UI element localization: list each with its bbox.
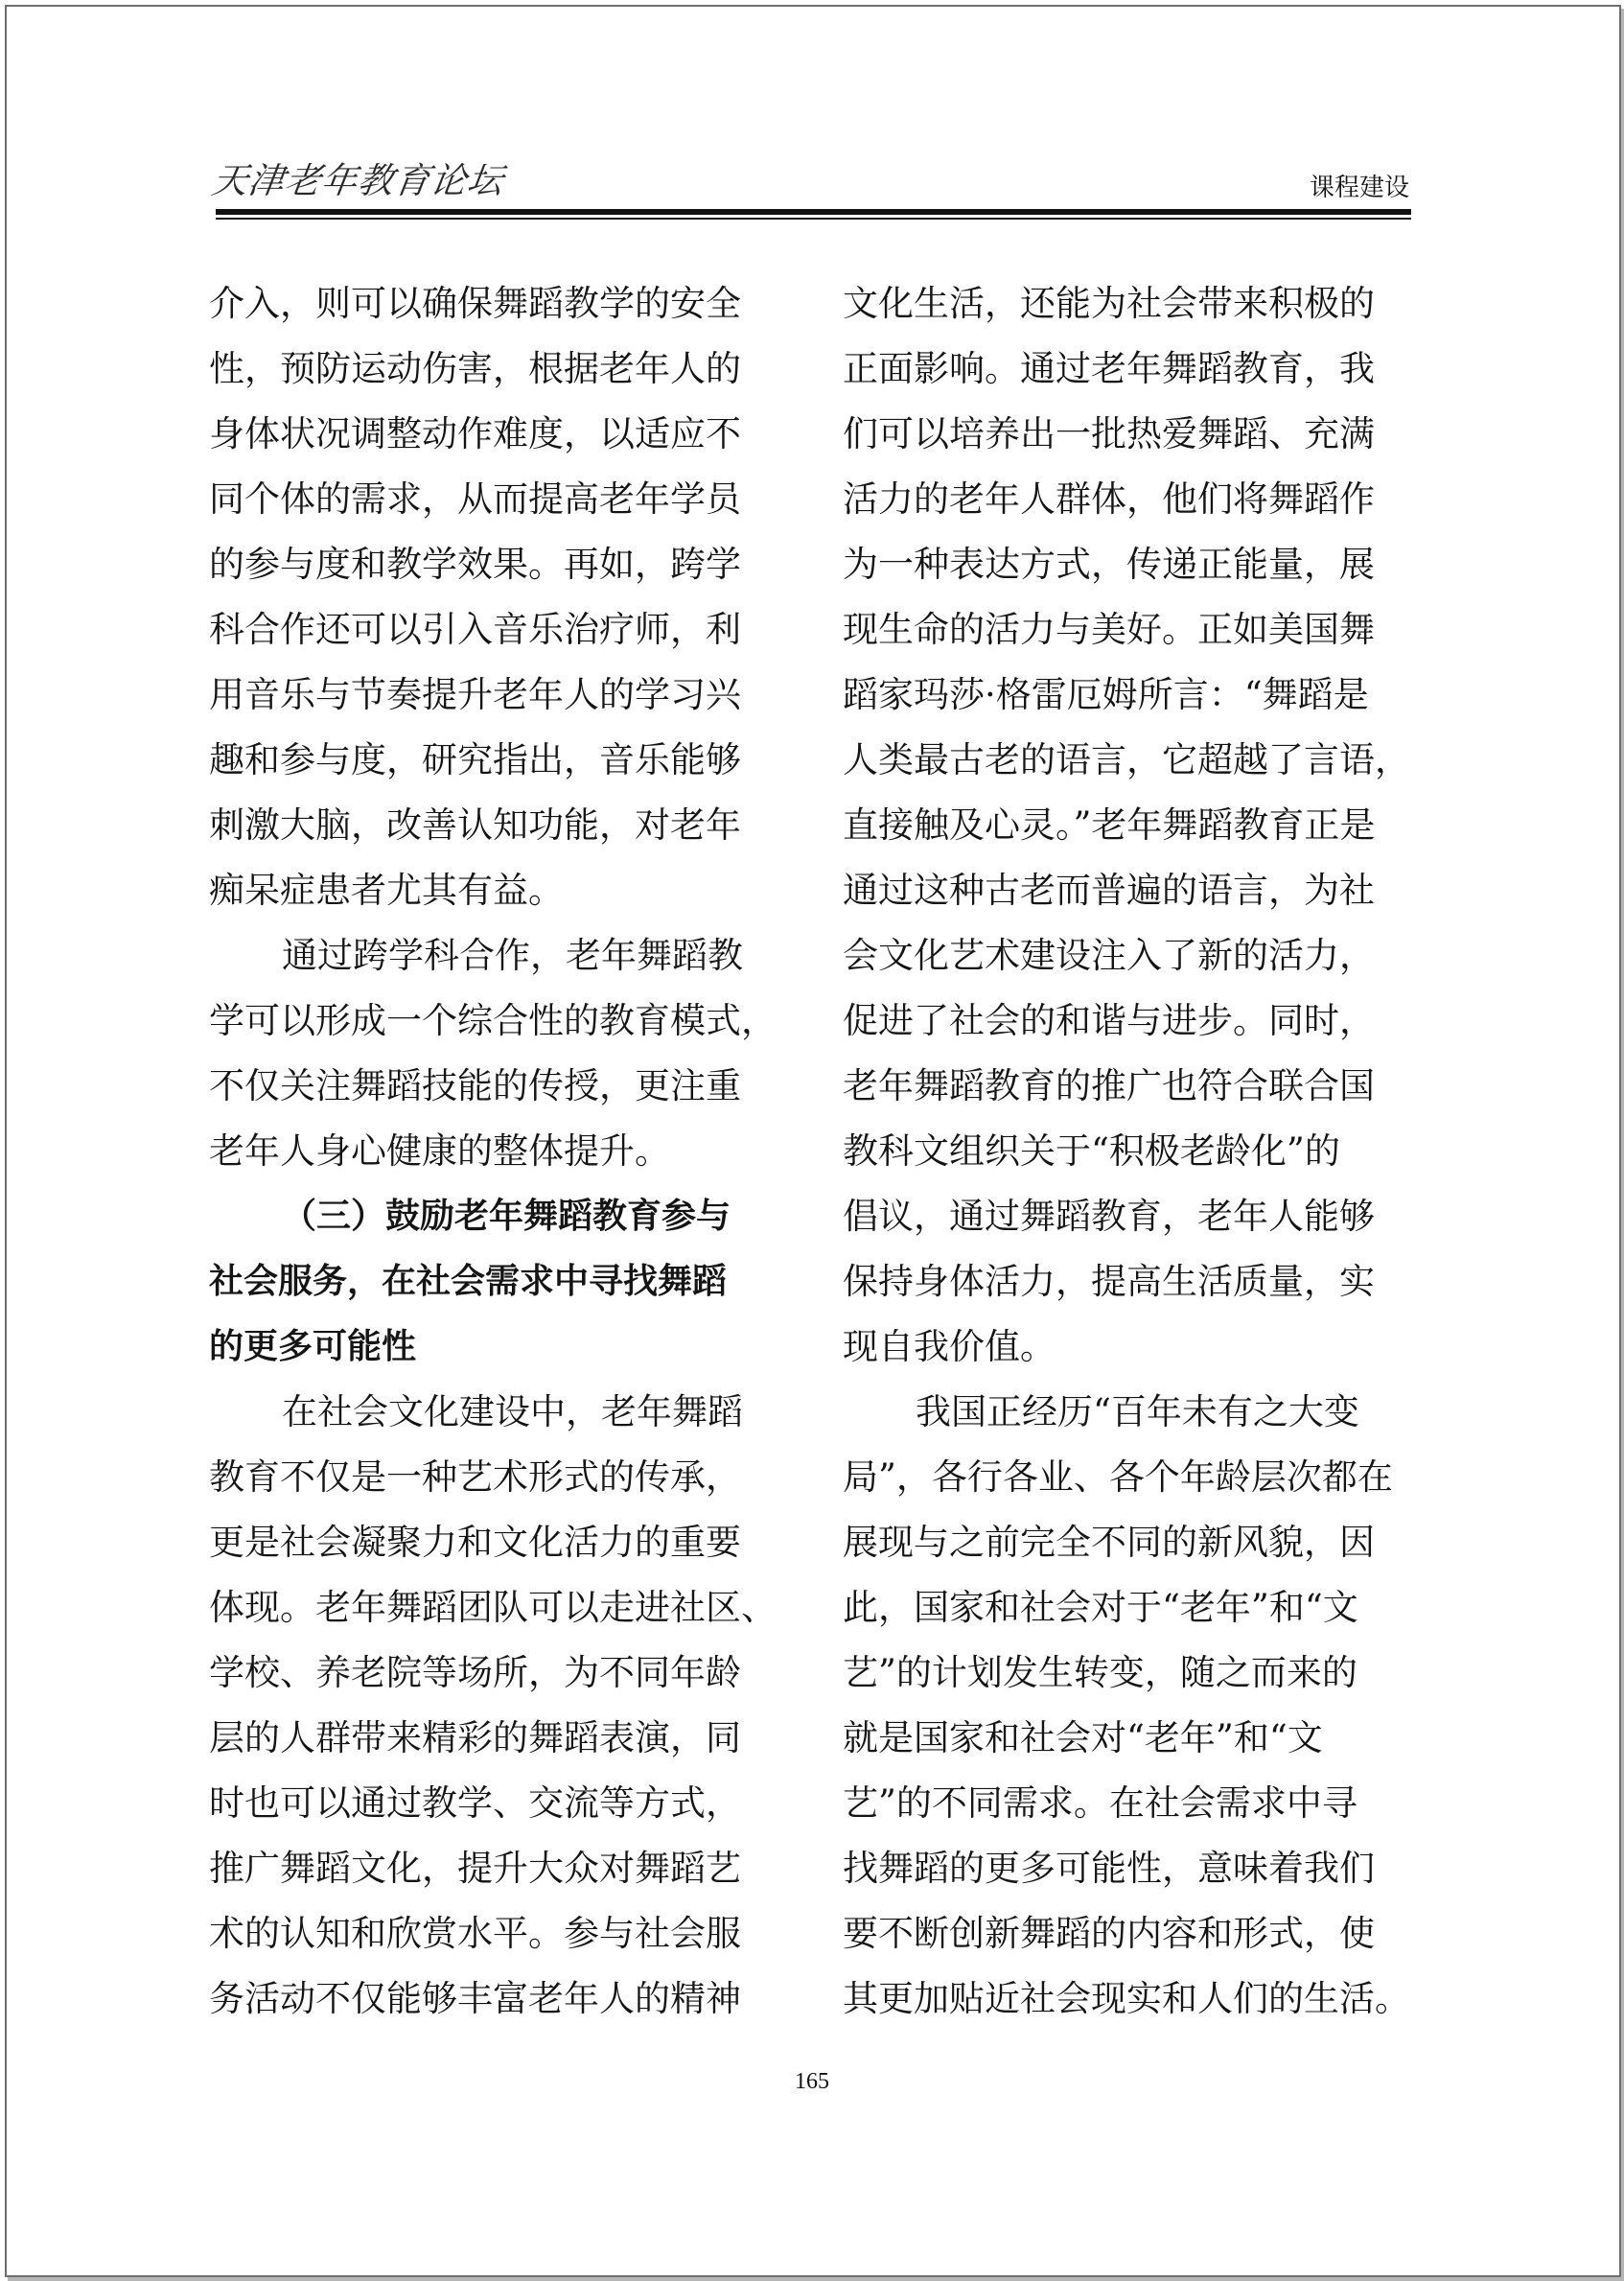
paragraph-first-line: 在社会文化建设中，老年舞蹈 [282, 1391, 743, 1432]
page-number: 165 [795, 2069, 829, 2094]
section-heading-line: 社会服务，在社会需求中寻找舞蹈 [209, 1262, 728, 1301]
text-line: 教科文组织关于“积极老龄化”的 [843, 1130, 1340, 1172]
text-line: 蹈家玛莎·格雷厄姆所言：“舞蹈是 [843, 674, 1369, 715]
text-line: 现自我价值。 [843, 1326, 1056, 1367]
text-line: 要不断创新舞蹈的内容和形式，使 [843, 1913, 1375, 1954]
text-line: 为一种表达方式，传递正能量，展 [843, 544, 1375, 585]
section-heading-line: 的更多可能性 [209, 1327, 417, 1366]
text-line: 体现。老年舞蹈团队可以走进社区、 [209, 1587, 777, 1628]
text-line: 老年人身心健康的整体提升。 [209, 1130, 670, 1172]
text-line: 学可以形成一个综合性的教育模式， [209, 1000, 777, 1041]
text-line: 促进了社会的和谐与进步。同时， [843, 1000, 1375, 1041]
right-column [843, 271, 1418, 2032]
text-line: 学校、养老院等场所，为不同年龄 [209, 1652, 741, 1693]
text-line: 不仅关注舞蹈技能的传授，更注重 [209, 1065, 741, 1106]
text-line: 展现与之前完全不同的新风貌，因 [843, 1522, 1375, 1563]
text-line: 就是国家和社会对“老年”和“文 [843, 1717, 1323, 1758]
header-rule-thin [216, 218, 1411, 220]
text-line: 趣和参与度，研究指出，音乐能够 [209, 739, 741, 780]
text-line: 性，预防运动伤害，根据老年人的 [209, 348, 741, 389]
text-line: 时也可以通过教学、交流等方式， [209, 1782, 741, 1824]
text-line: 直接触及心灵。”老年舞蹈教育正是 [843, 804, 1376, 846]
text-line: 现生命的活力与美好。正如美国舞 [843, 609, 1375, 650]
text-line: 务活动不仅能够丰富老年人的精神 [209, 1978, 741, 2019]
text-line: 人类最古老的语言，它超越了言语， [843, 739, 1410, 780]
header-rule-thick [216, 209, 1411, 215]
text-line: 会文化艺术建设注入了新的活力， [843, 935, 1375, 976]
text-line: 更是社会凝聚力和文化活力的重要 [209, 1522, 741, 1563]
section-heading-line: （三）鼓励老年舞蹈教育参与 [282, 1197, 731, 1236]
section-label: 课程建设 [1309, 174, 1409, 202]
text-line: 同个体的需求，从而提高老年学员 [209, 478, 741, 520]
text-line: 老年舞蹈教育的推广也符合联合国 [843, 1065, 1375, 1106]
text-line: 的参与度和教学效果。再如，跨学 [209, 544, 741, 585]
text-line: 层的人群带来精彩的舞蹈表演，同 [209, 1717, 741, 1758]
text-line: 倡议，通过舞蹈教育，老年人能够 [843, 1196, 1375, 1237]
text-line: 局”，各行各业、各个年龄层次都在 [843, 1456, 1393, 1498]
text-line: 身体状况调整动作难度，以适应不 [209, 413, 741, 454]
left-column [209, 271, 784, 2032]
text-line: 其更加贴近社会现实和人们的生活。 [843, 1978, 1410, 2019]
text-line: 术的认知和欣赏水平。参与社会服 [209, 1913, 741, 1954]
text-line: 正面影响。通过老年舞蹈教育，我 [843, 348, 1375, 389]
text-line: 们可以培养出一批热爱舞蹈、充满 [843, 413, 1375, 454]
text-line: 艺”的计划发生转变，随之而来的 [843, 1652, 1357, 1693]
text-line: 教育不仅是一种艺术形式的传承， [209, 1456, 741, 1498]
journal-title: 天津老年教育论坛 [209, 160, 507, 201]
text-line: 科合作还可以引入音乐治疗师，利 [209, 609, 741, 650]
text-line: 艺”的不同需求。在社会需求中寻 [843, 1782, 1357, 1824]
text-line: 刺激大脑，改善认知功能，对老年 [209, 804, 741, 846]
text-line: 痴呆症患者尤其有益。 [209, 870, 564, 911]
text-line: 活力的老年人群体，他们将舞蹈作 [843, 478, 1375, 520]
text-line: 此，国家和社会对于“老年”和“文 [843, 1587, 1358, 1628]
text-line: 通过这种古老而普遍的语言，为社 [843, 870, 1375, 911]
text-line: 介入，则可以确保舞蹈教学的安全 [209, 283, 741, 324]
text-line: 保持身体活力，提高生活质量，实 [843, 1261, 1375, 1302]
paragraph-first-line: 我国正经历“百年未有之大变 [916, 1391, 1359, 1432]
text-line: 推广舞蹈文化，提升大众对舞蹈艺 [209, 1848, 741, 1889]
text-line: 用音乐与节奏提升老年人的学习兴 [209, 674, 741, 715]
text-line: 文化生活，还能为社会带来积极的 [843, 283, 1375, 324]
text-line: 找舞蹈的更多可能性，意味着我们 [843, 1848, 1375, 1889]
paragraph-first-line: 通过跨学科合作，老年舞蹈教 [282, 935, 743, 976]
